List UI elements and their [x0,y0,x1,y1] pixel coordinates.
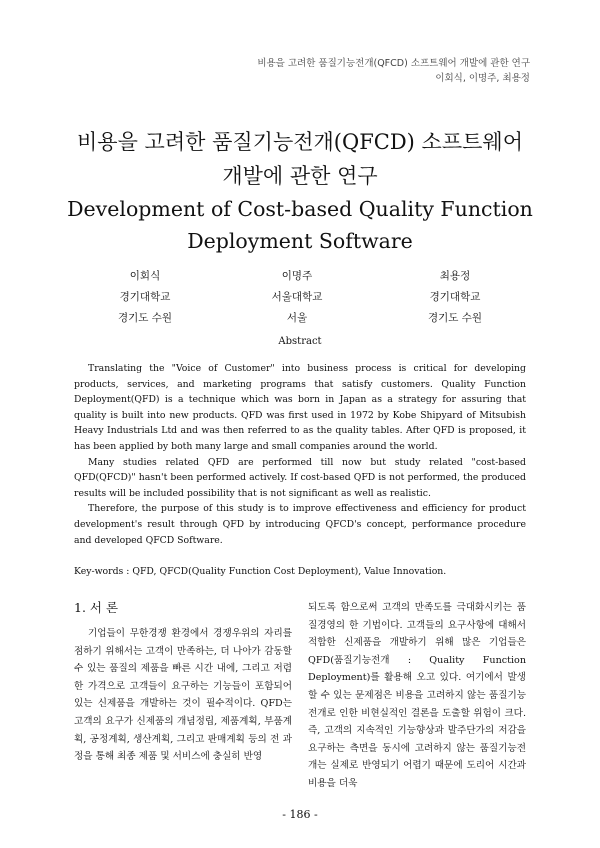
abstract-paragraph: Many studies related QFD are performed till now but study related "cost-based QFD(QFCD)" hasn't been performed actively. If cost-based QFD is not performed, the produced results will be included possibility that is not significant as well as realistic. [74,456,526,499]
author-name: 이명주 [281,270,313,282]
section-heading: 1. 서 론 [74,600,119,615]
abstract-paragraph: Translating the "Voice of Customer" into business process is critical for developing products, services, and marketing programs that satisfy customers. Quality Function Deployment(QFD) is a technique which was born in Japan as a strategy for assuring that quality is built into new products. QFD was first used in 1972 by Kobe Shipyard of Mitsubish Heavy Industrials Ltd and was then referred to as the quality tables. After QFD is proposed, it has been applied by both many large and small companies around the world. [74,363,526,452]
abstract-paragraph: Therefore, the purpose of this study is to improve effectiveness and efficiency for product development's result through QFD by introducing QFCD's concept, performance procedure and developed QFCD Software. [74,503,526,546]
body-column-left [74,625,292,766]
english-title-line1: Development of Cost-based Quality Function [67,197,533,221]
abstract-body [74,361,526,548]
body-column-right [308,599,526,793]
author-location: 경기도 수원 [427,312,483,324]
author-name: 최용정 [439,270,471,282]
keywords: Key-words : QFD, QFCD(Quality Function Cost Deployment), Value Innovation. [74,566,447,577]
page-number: - 186 - [282,808,318,821]
body-paragraph: 되도록 함으로써 고객의 만족도를 극대화시키는 품질경영의 한 기법이다. 고객들의 요구사항에 대해서 적합한 신제품을 개발하기 위해 많은 기업들은 QFD(품질기능전개 : Quality Function Deployment)를 활용해 오고 있다. 여기에서 발생할 수 있는 문제점은 비용을 고려하지 않는 품질기능전개로 인한 비현실적인 결론을 도출할 위험이 크다. 즉, 고객의 지속적인 기능향상과 발주단가의 저감을 요구하는 측면을 동시에 고려하지 않는 품질기능전개는 실제로 반영되기 어렵기 때문에 도리어 시간과 비용을 더욱 [308,602,526,789]
author-location: 경기도 수원 [117,312,173,324]
korean-title-line1: 비용을 고려한 품질기능전개(QFCD) 소프트웨어 [77,130,523,154]
author-block [65,266,225,329]
author-location: 서울 [286,312,308,324]
english-title-line2: Deployment Software [187,229,413,253]
author-affiliation: 경기대학교 [429,291,481,303]
author-block [375,266,535,329]
author-name: 이회식 [129,270,161,282]
korean-title-line2: 개발에 관한 연구 [222,164,378,188]
author-block [217,266,377,329]
running-header-title: 비용을 고려한 품질기능전개(QFCD) 소프트웨어 개발에 관한 연구 [257,58,530,69]
abstract-heading: Abstract [278,336,322,347]
body-paragraph: 기업들이 무한경쟁 환경에서 경쟁우위의 자리를 점하기 위해서는 고객이 만족하는, 더 나아가 감동할 수 있는 품질의 제품을 빠른 시간 내에, 그리고 저렴한 가격으로 고객들이 요구하는 기능들이 포함되어 있는 신제품을 개발하는 것이 필수적이다. QFD는 고객의 요구가 신제품의 개념정립, 제품계획, 부품계획, 공정계획, 생산계획, 그리고 판매계획 등의 전 과정을 통해 최종 제품 및 서비스에 충실히 반영 [74,628,292,763]
author-affiliation: 경기대학교 [119,291,171,303]
running-header-authors: 이회식, 이명주, 최용정 [435,73,530,84]
author-affiliation: 서울대학교 [271,291,323,303]
